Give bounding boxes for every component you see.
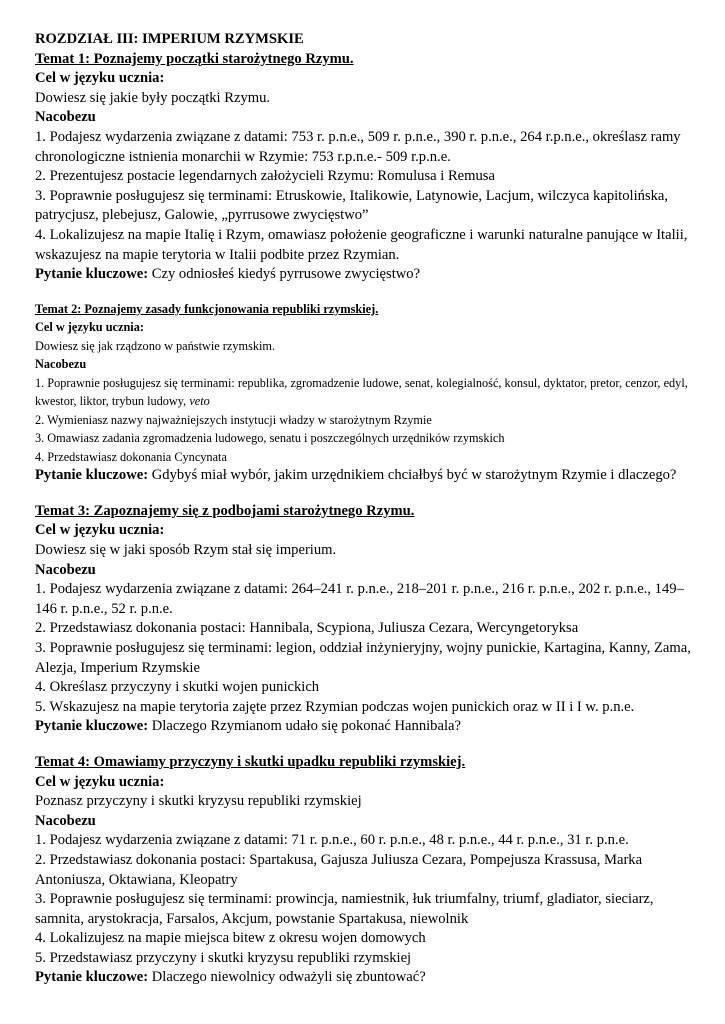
topic-4-item: 5. Przedstawiasz przyczyny i skutki kryzysu republiki rzymskiej [35, 949, 412, 966]
topic-2-item: 3. Omawiasz zadania zgromadzenia ludowego, senatu i poszczególnych urzędników rzymskich [35, 431, 505, 446]
topic-3-item: 4. Określasz przyczyny i skutki wojen punickich [35, 679, 320, 696]
key-question-text: Dlaczego niewolnicy odważyli się zbuntować? [151, 969, 426, 986]
topic-2-item: 4. Przedstawiasz dokonania Cyncynata [35, 449, 227, 464]
topic-1-title: Temat 1: Poznajemy początki starożytnego Rzymu. [35, 50, 354, 67]
topic-1-item: 4. Lokalizujesz na mapie Italię i Rzym, omawiasz położenie geograficzne i warunki naturalne panujące w Italii, wskazujesz na mapie terytoria w Italii podbite przez Rzymian. [35, 226, 688, 263]
topic-1-item: 1. Podajesz wydarzenia związane z datami: 753 r. p.n.e., 509 r. p.n.e., 390 r. p.n.e., 264 r.p.n.e., określasz ramy chronologiczne istnienia monarchii w Rzymie: 753 r.p.n.e.- 509 r.p.n.e. [35, 128, 681, 165]
topic-4-nacobezu-label: Nacobezu [35, 812, 96, 829]
topic-2-item [35, 374, 695, 411]
key-question-label: Pytanie kluczowe: [35, 467, 149, 484]
topic-1-item: 3. Poprawnie posługujesz się terminami: Etruskowie, Italikowie, Latynowie, Lacjum, wilczyca kapitolińska, patrycjusz, plebejusz, Galowie, „pyrrusowe zwycięstwo” [35, 187, 669, 224]
topic-4-goal-label: Cel w języku ucznia: [35, 773, 165, 790]
key-question-text: Gdybyś miał wybór, jakim urzędnikiem chciałbyś być w starożytnym Rzymie i dlaczego? [151, 467, 677, 484]
topic-4-item: 4. Lokalizujesz na mapie miejsca bitew z okresu wojen domowych [35, 930, 426, 947]
topic-3-key-question [35, 717, 695, 737]
key-question-label: Pytanie kluczowe: [35, 718, 149, 735]
topic-4-title: Temat 4: Omawiamy przyczyny i skutki upadku republiki rzymskiej. [35, 753, 466, 770]
topic-1-nacobezu-label: Nacobezu [35, 109, 96, 126]
topic-2-goal: Dowiesz się jak rządzono w państwie rzymskim. [35, 338, 276, 353]
topic-3-title: Temat 3: Zapoznajemy się z podbojami starożytnego Rzymu. [35, 502, 415, 519]
topic-2-goal-label: Cel w języku ucznia: [35, 320, 144, 335]
topic-4-item: 3. Poprawnie posługujesz się terminami: prowincja, namiestnik, łuk triumfalny, triumf, gladiator, sieciarz, samnita, arystokracja, Farsalos, Akcjum, powstanie Spartakusa, niewolnik [35, 891, 654, 927]
topic-2-key-question [35, 466, 695, 486]
document-page [35, 30, 695, 988]
topic-2-item: 2. Wymieniasz nazwy najważniejszych instytucji władzy w starożytnym Rzymie [35, 412, 432, 427]
topic-1-goal: Dowiesz się jakie były początki Rzymu. [35, 89, 271, 106]
topic-3-goal: Dowiesz się w jaki sposób Rzym stał się imperium. [35, 542, 337, 558]
topic-1-goal-label: Cel w języku ucznia: [35, 70, 165, 87]
topic-2-title: Temat 2: Poznajemy zasady funkcjonowania republiki rzymskiej. [35, 301, 379, 316]
topic-4-goal: Poznasz przyczyny i skutki kryzysu republiki rzymskiej [35, 793, 362, 810]
topic-3-item: 3. Poprawnie posługujesz się terminami: legion, oddział inżynieryjny, wojny punickie, Kartagina, Kanny, Zama, Alezja, Imperium Rzymskie [35, 639, 691, 676]
topic-2-item-text: 1. Poprawnie posługujesz się terminami: republika, zgromadzenie ludowe, senat, kolegialność, konsul, dyktator, pretor, cenzor, edyl, kwestor, liktor, trybun ludowy, [35, 375, 688, 409]
key-question-text: Dlaczego Rzymianom udało się pokonać Hannibala? [151, 718, 461, 735]
topic-3-item: 1. Podajesz wydarzenia związane z datami: 264–241 r. p.n.e., 218–201 r. p.n.e., 216 r. p.n.e., 202 r. p.n.e., 149–146 r. p.n.e., 52 r. p.n.e. [35, 581, 684, 617]
chapter-title: ROZDZIAŁ III: IMPERIUM RZYMSKIE [35, 31, 304, 47]
key-question-label: Pytanie kluczowe: [35, 266, 149, 283]
topic-2-nacobezu-label: Nacobezu [35, 357, 87, 372]
topic-4-key-question [35, 968, 695, 988]
topic-1-item: 2. Prezentujesz postacie legendarnych założycieli Rzymu: Romulusa i Remusa [35, 168, 495, 185]
topic-2-item-italic: veto [189, 394, 210, 409]
topic-3-goal-label: Cel w języku ucznia: [35, 522, 165, 539]
topic-3-item: 2. Przedstawiasz dokonania postaci: Hannibala, Scypiona, Juliusza Cezara, Wercyngetoryksa [35, 620, 579, 637]
topic-4-item: 1. Podajesz wydarzenia związane z datami: 71 r. p.n.e., 60 r. p.n.e., 48 r. p.n.e., 44 r. p.n.e., 31 r. p.n.e. [35, 832, 629, 849]
topic-3-nacobezu-label: Nacobezu [35, 561, 96, 578]
key-question-label: Pytanie kluczowe: [35, 969, 149, 986]
topic-3-item: 5. Wskazujesz na mapie terytoria zajęte przez Rzymian podczas wojen punickich oraz w II i I w. p.n.e. [35, 698, 635, 715]
topic-4-item: 2. Przedstawiasz dokonania postaci: Spartakusa, Gajusza Juliusza Cezara, Pompejusza Krassusa, Marka Antoniusza, Oktawiana, Kleopatry [35, 851, 643, 888]
topic-1-key-question [35, 265, 695, 285]
key-question-text: Czy odniosłeś kiedyś pyrrusowe zwycięstwo? [151, 266, 421, 283]
